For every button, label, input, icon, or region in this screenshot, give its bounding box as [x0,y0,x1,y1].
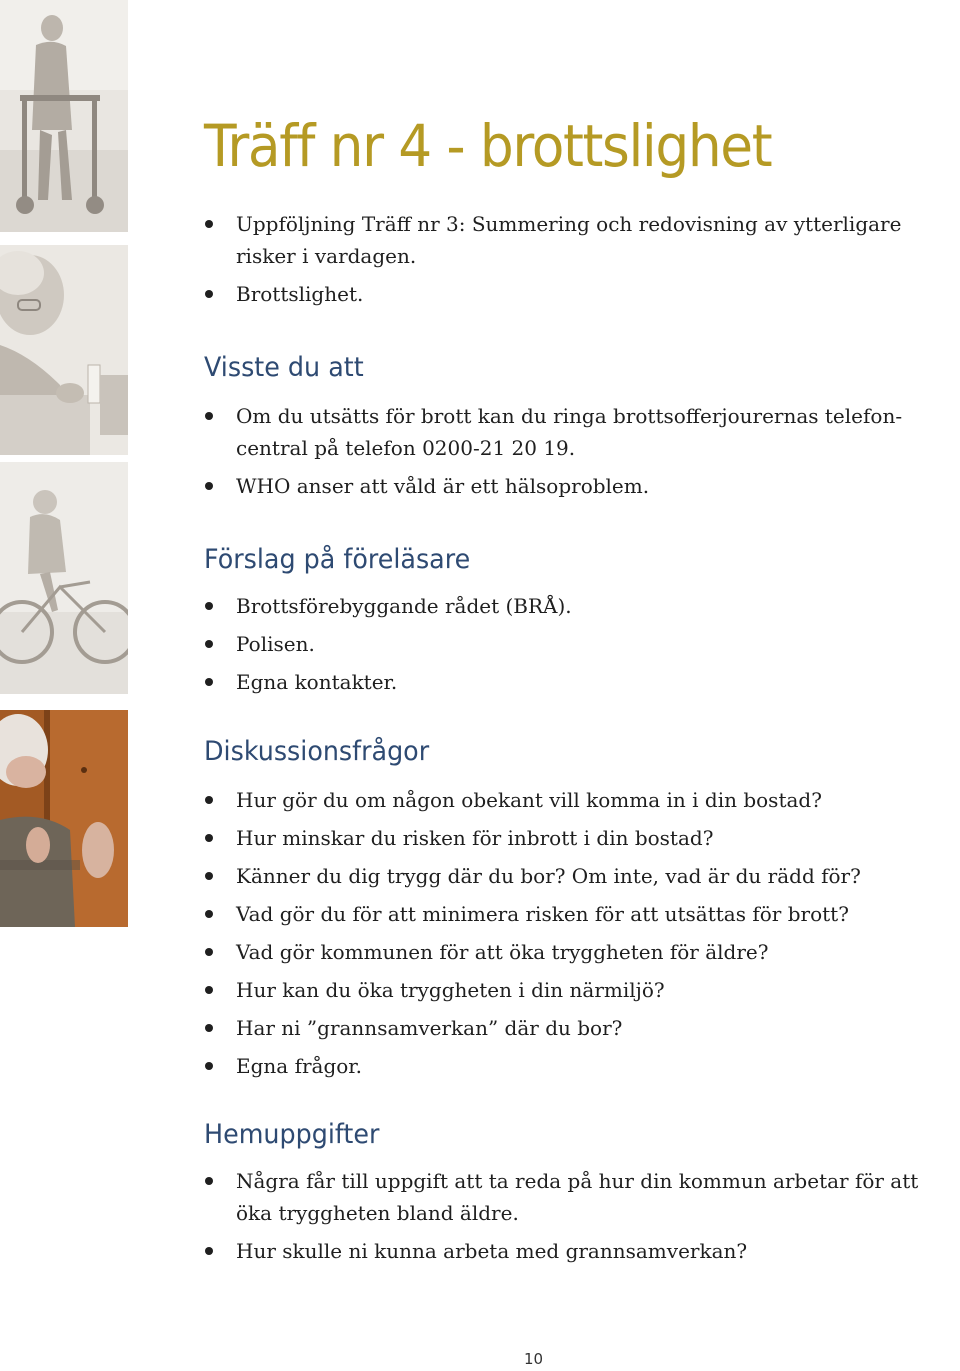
list-item: Om du utsätts för brott kan du ringa brottsofferjourernas telefon-central på telefon 0200-21 20 19. [204,400,956,464]
section-heading-diskussion: Diskussionsfrågor [204,736,430,767]
diskussion-list [204,784,956,1088]
section-heading-visste: Visste du att [204,352,364,383]
hemuppgifter-list [204,1165,956,1267]
photo-elderly-man-door [0,710,128,927]
photo-elderly-cyclist [0,462,128,694]
list-item: WHO anser att våld är ett hälsoproblem. [204,470,956,502]
list-item: Egna frågor. [204,1050,956,1082]
section-heading-forslag: Förslag på föreläsare [204,544,471,575]
list-item: Vad gör kommunen för att öka tryggheten för äldre? [204,936,956,968]
list-item: Egna kontakter. [204,666,956,698]
list-item: Polisen. [204,628,956,660]
list-item: Hur minskar du risken för inbrott i din bostad? [204,822,956,854]
list-item: Vad gör du för att minimera risken för att utsättas för brott? [204,898,956,930]
photo-elderly-woman-walker [0,0,128,232]
list-item: Brottslighet. [204,278,956,310]
page-number: 10 [524,1350,544,1368]
list-item: Känner du dig trygg där du bor? Om inte, vad är du rädd för? [204,860,956,892]
list-item: Några får till uppgift att ta reda på hur din kommun arbetar för att öka tryggheten bland äldre. [204,1165,956,1229]
list-item: Brottsförebyggande rådet (BRÅ). [204,590,956,622]
list-item: Har ni ”grannsamverkan” där du bor? [204,1012,956,1044]
forslag-list [204,590,956,704]
photo-elderly-man-glasses [0,245,128,455]
visste-list [204,400,956,502]
page-title: Träff nr 4 - brottslighet [204,112,772,180]
list-item: Hur skulle ni kunna arbeta med grannsamverkan? [204,1235,956,1267]
section-heading-hemuppgifter: Hemuppgifter [204,1119,380,1150]
intro-list [204,208,956,310]
list-item: Uppföljning Träff nr 3: Summering och redovisning av ytterligare risker i vardagen. [204,208,956,272]
photo-strip [0,0,128,930]
list-item: Hur kan du öka tryggheten i din närmiljö? [204,974,956,1006]
list-item: Hur gör du om någon obekant vill komma in i din bostad? [204,784,956,816]
